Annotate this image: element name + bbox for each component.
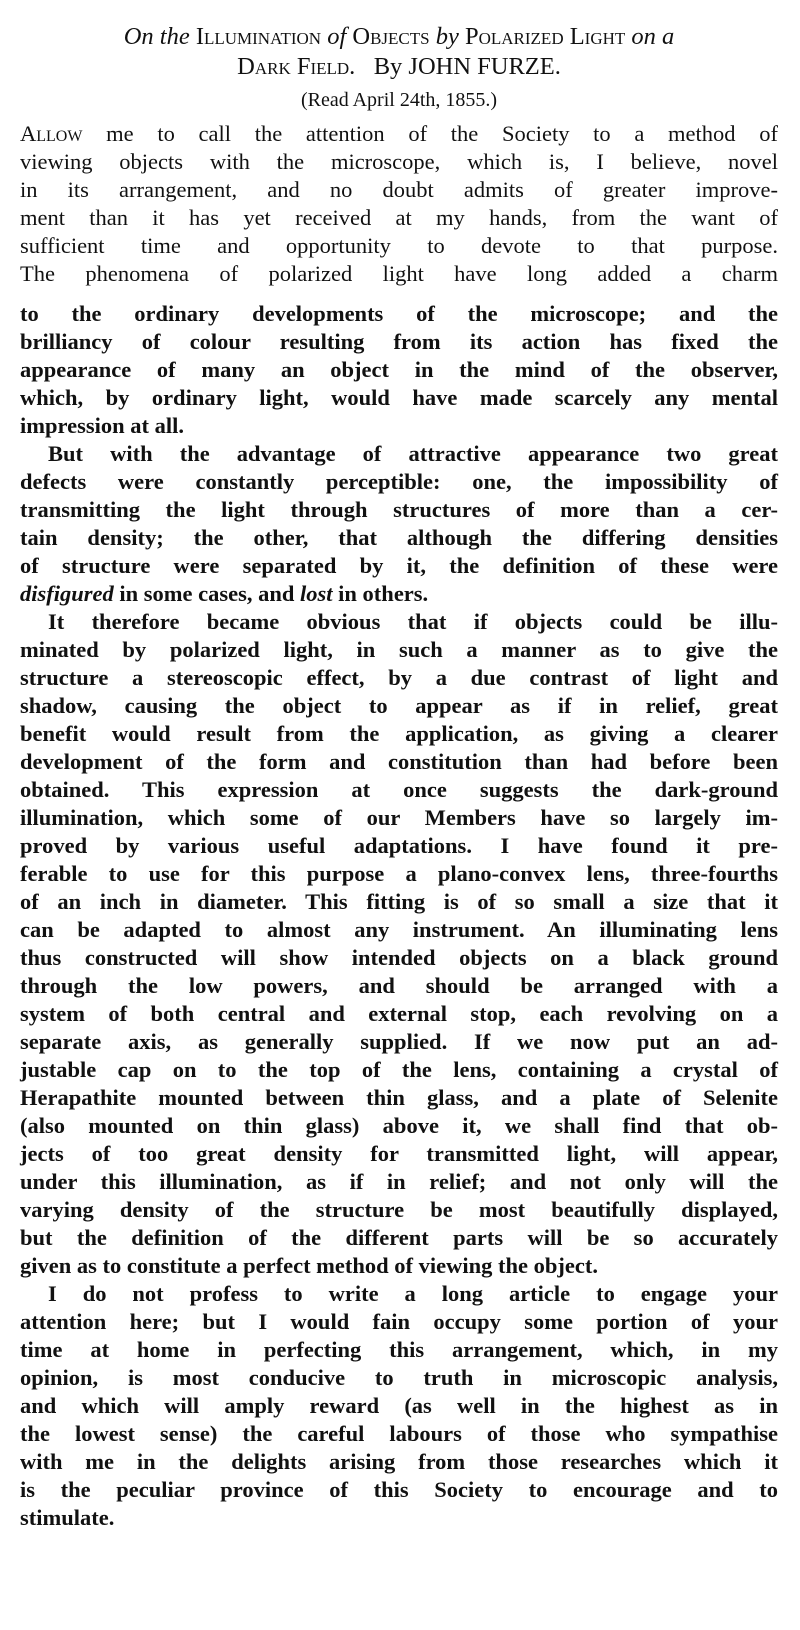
paragraph-4-line: I do not profess to write a long article to engage your — [48, 1281, 778, 1306]
paragraph-1b-line: which, by ordinary light, would have made scarcely any mental — [20, 385, 778, 410]
paragraph-3-line: shadow, causing the object to appear as if in relief, great — [20, 693, 778, 718]
paragraph-3-line: benefit would result from the application, as giving a clearer — [20, 721, 778, 746]
paragraph-3-line: can be adapted to almost any instrument. An illuminating lens — [20, 917, 778, 942]
paragraph-1b-line: appearance of many an object in the mind of the observer, — [20, 357, 778, 382]
title-on-the: On the — [123, 23, 190, 50]
title-objects: Objects — [352, 23, 430, 50]
paragraph-3-line: ferable to use for this purpose a plano-convex lens, three-fourths — [20, 861, 778, 886]
paragraph-2-line: defects were constantly perceptible: one, the impossibility of — [20, 469, 778, 494]
paragraph-2-line: tain density; the other, that although the differing densities — [20, 525, 778, 550]
paragraph-2-line: transmitting the light through structures of more than a cer- — [20, 497, 778, 522]
article-title — [20, 22, 778, 82]
paragraph-3-line: Herapathite mounted between thin glass, and a plate of Selenite — [20, 1085, 778, 1110]
paragraph-4-line: with me in the delights arising from those researches which it — [20, 1449, 778, 1474]
paragraph-1-opening: me to call the attention of the Society to a method of — [82, 121, 778, 146]
paragraph-2-line: of structure were separated by it, the definition of these were — [20, 553, 778, 578]
paragraph-3-line: jects of too great density for transmitted light, will appear, — [20, 1141, 778, 1166]
paragraph-2-end: in others. — [332, 581, 429, 606]
paragraph-3-line: development of the form and constitution than had before been — [20, 749, 778, 774]
paragraph-2-line: But with the advantage of attractive appearance two great — [48, 441, 778, 466]
paragraph-4-line: is the peculiar province of this Society to encourage and to — [20, 1477, 778, 1502]
read-date: (Read April 24th, 1855.) — [300, 89, 498, 111]
paragraph-4-line: stimulate. — [20, 1505, 115, 1530]
paragraph-3-line: structure a stereoscopic effect, by a due contrast of light and — [20, 665, 778, 690]
paragraph-1-line: sufficient time and opportunity to devote to that purpose. — [20, 233, 778, 258]
title-of: of — [327, 23, 347, 50]
paragraph-3-line: proved by various useful adaptations. I have found it pre- — [20, 833, 778, 858]
paragraph-3-line: but the definition of the different parts will be so accurately — [20, 1225, 778, 1250]
paragraph-4-line: time at home in perfecting this arrangement, which, in my — [20, 1337, 778, 1362]
paragraph-1-line: ment than it has yet received at my hands, from the want of — [20, 205, 778, 230]
paragraph-4-line: and which will amply reward (as well in the highest as in — [20, 1393, 778, 1418]
paragraph-1-line: in its arrangement, and no doubt admits of greater improve- — [20, 177, 778, 202]
paragraph-3-line: illumination, which some of our Members have so largely im- — [20, 805, 778, 830]
title-dark-field: Dark Field. — [237, 53, 356, 80]
paragraph-3-line: separate axis, as generally supplied. If we now put an ad- — [20, 1029, 778, 1054]
paragraph-3-line: through the low powers, and should be arranged with a — [20, 973, 778, 998]
paragraph-2-last-line — [20, 580, 778, 608]
italic-disfigured: disfigured — [20, 581, 114, 606]
paragraph-3-line: varying density of the structure be most beautifully displayed, — [20, 1197, 778, 1222]
paragraph-1b-line: to the ordinary developments of the microscope; and the — [20, 301, 778, 326]
title-author: By JOHN FURZE. — [373, 53, 561, 80]
paragraph-3-line: minated by polarized light, in such a manner as to give the — [20, 637, 778, 662]
italic-lost: lost — [300, 581, 333, 606]
paragraph-1-line: viewing objects with the microscope, which is, I believe, novel — [20, 149, 778, 174]
paragraph-2-mid: in some cases, and — [113, 581, 301, 606]
paragraph-3-line: (also mounted on thin glass) above it, we shall find that ob- — [20, 1113, 778, 1138]
title-on-a: on a — [631, 23, 675, 50]
paragraph-1b-line: brilliancy of colour resulting from its action has fixed the — [20, 329, 778, 354]
paragraph-4-line: opinion, is most conducive to truth in microscopic analysis, — [20, 1365, 778, 1390]
paragraph-3-line: of an inch in diameter. This fitting is of so small a size that it — [20, 889, 778, 914]
title-polarized-light: Polarized Light — [464, 23, 626, 50]
title-illumination: Illumination — [195, 23, 322, 50]
paper-page — [20, 0, 778, 1630]
paragraph-1b-line: impression at all. — [20, 413, 184, 438]
paragraph-3-line: It therefore became obvious that if objects could be illu- — [48, 609, 778, 634]
paragraph-1-line — [20, 120, 778, 148]
paragraph-3-line: system of both central and external stop, each revolving on a — [20, 1001, 778, 1026]
drop-word: Allow — [20, 121, 83, 146]
paragraph-3-line: given as to constitute a perfect method of viewing the object. — [20, 1253, 599, 1278]
paragraph-3-line: thus constructed will show intended objects on a black ground — [20, 945, 778, 970]
paragraph-4-line: attention here; but I would fain occupy some portion of your — [20, 1309, 778, 1334]
article-body — [20, 120, 778, 1532]
paragraph-4-line: the lowest sense) the careful labours of those who sympathise — [20, 1421, 778, 1446]
paragraph-1-line: The phenomena of polarized light have long added a charm — [20, 261, 778, 286]
paragraph-3-line: justable cap on to the top of the lens, containing a crystal of — [20, 1057, 778, 1082]
title-by: by — [435, 23, 459, 50]
paragraph-3-line: under this illumination, as if in relief; and not only will the — [20, 1169, 778, 1194]
paragraph-3-line: obtained. This expression at once suggests the dark-ground — [20, 777, 778, 802]
